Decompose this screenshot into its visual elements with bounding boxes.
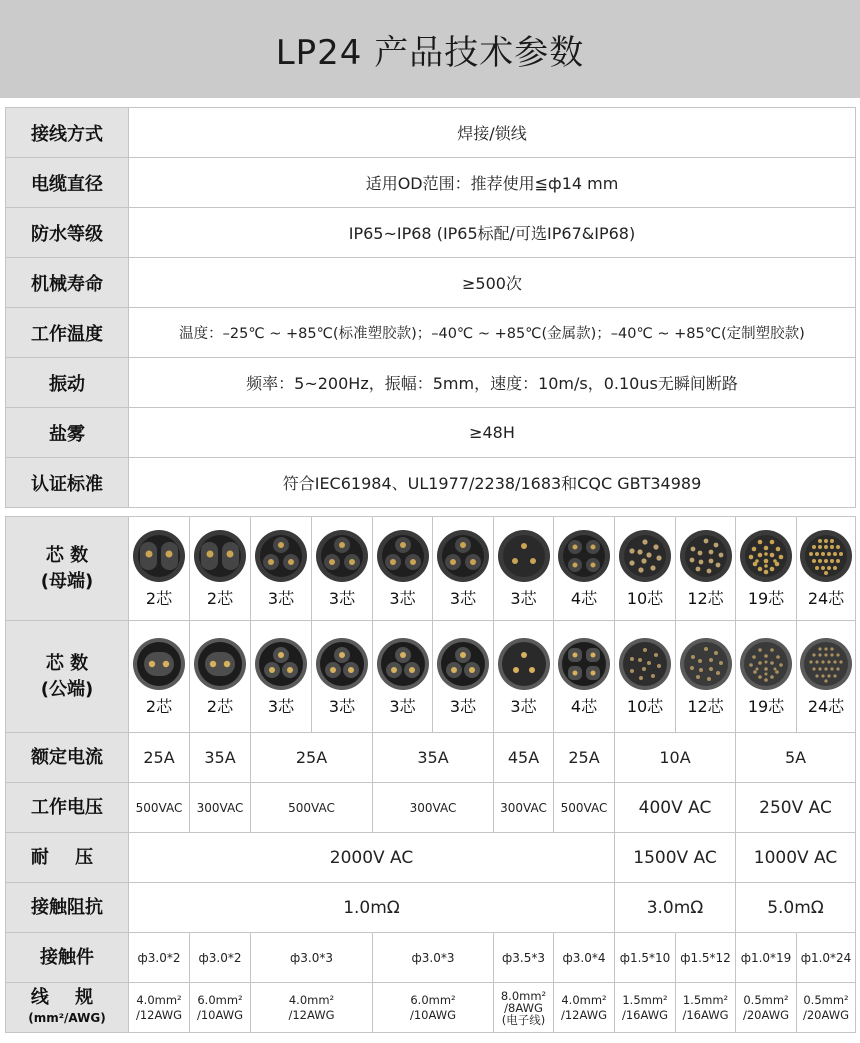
male-cell [129, 621, 190, 733]
working-voltage-value: 500VAC [129, 783, 190, 833]
wire-awg: /8AWG [504, 1000, 543, 1015]
core-count: 3芯 [389, 697, 416, 716]
contacts-value: ф3.0*3 [373, 933, 494, 983]
female-header [6, 517, 129, 621]
wire-row [6, 983, 856, 1033]
male-cell [554, 621, 615, 733]
wire-mm: 8.0mm² [500, 988, 547, 1003]
wire-header [6, 983, 129, 1033]
wire-awg: /10AWG [409, 1007, 457, 1022]
connector-male-24pin-icon [798, 636, 854, 692]
contacts-value: ф1.5*12 [676, 933, 736, 983]
female-cell [190, 517, 251, 621]
male-cell [797, 621, 856, 733]
female-cell [312, 517, 373, 621]
connector-male-12pin-icon [678, 636, 734, 692]
connector-female-3pin-icon [496, 528, 552, 584]
connector-female-10pin-icon [617, 528, 673, 584]
withstand-row [6, 833, 856, 883]
wire-value [129, 983, 190, 1033]
withstand-value: 2000V AC [129, 833, 615, 883]
rated-current-value: 35A [190, 733, 251, 783]
connector-female-3pin-icon [253, 528, 309, 584]
contacts-value: ф1.0*19 [736, 933, 797, 983]
male-cell [251, 621, 312, 733]
wire-awg: /12AWG [135, 1007, 183, 1022]
connector-female-19pin-icon [738, 528, 794, 584]
core-count: 2芯 [145, 589, 173, 608]
wire-mm: 4.0mm² [136, 992, 182, 1007]
spec-label: 盐雾 [6, 408, 129, 458]
spec-label: 机械寿命 [6, 258, 129, 308]
working-voltage-value: 250V AC [736, 783, 856, 833]
core-count: 12芯 [687, 697, 724, 716]
wire-awg: /12AWG [560, 1007, 608, 1022]
contacts-value: ф3.0*3 [251, 933, 373, 983]
spec-label: 认证标准 [6, 458, 129, 508]
connector-male-3pin-icon [375, 636, 431, 692]
spec-value: 频率：5~200Hz，振幅：5mm，速度：10m/s，0.10us无瞬间断路 [129, 358, 856, 408]
female-cell [373, 517, 433, 621]
wire-note: (电子线) [501, 1012, 546, 1027]
core-count: 19芯 [747, 589, 785, 608]
female-row [6, 517, 856, 621]
core-count: 4芯 [570, 697, 598, 716]
working-voltage-row [6, 783, 856, 833]
rated-current-value: 35A [373, 733, 494, 783]
spec-row [6, 408, 856, 458]
connector-female-2pin-icon [131, 528, 187, 584]
core-count: 2芯 [206, 697, 234, 716]
wire-value [554, 983, 615, 1033]
rated-current-value: 10A [615, 733, 736, 783]
working-voltage-label: 工作电压 [6, 783, 129, 833]
male-cell [190, 621, 251, 733]
working-voltage-value: 300VAC [190, 783, 251, 833]
connector-male-2pin-icon [131, 636, 187, 692]
core-count: 3芯 [510, 697, 537, 716]
wire-value [373, 983, 494, 1033]
male-sublabel: (公端) [40, 678, 94, 700]
resistance-value: 3.0mΩ [615, 883, 736, 933]
male-cell [676, 621, 736, 733]
connector-female-2pin-icon [192, 528, 248, 584]
female-cell [736, 517, 797, 621]
wire-value [736, 983, 797, 1033]
connector-male-3pin-icon [435, 636, 491, 692]
withstand-value: 1500V AC [615, 833, 736, 883]
wire-mm: 6.0mm² [197, 992, 243, 1007]
core-count: 2芯 [206, 589, 234, 608]
core-count: 3芯 [328, 589, 356, 608]
spec-row [6, 208, 856, 258]
core-count: 3芯 [267, 589, 295, 608]
withstand-label: 耐 压 [6, 833, 129, 883]
contacts-value: ф3.5*3 [494, 933, 554, 983]
rated-current-value: 25A [554, 733, 615, 783]
wire-value [494, 983, 554, 1033]
female-label: 芯 数 [45, 544, 89, 566]
male-cell [433, 621, 494, 733]
spec-value: 焊接/锁线 [129, 108, 856, 158]
core-count: 3芯 [510, 589, 537, 608]
resistance-label: 接触阻抗 [6, 883, 129, 933]
working-voltage-value: 300VAC [373, 783, 494, 833]
contacts-row [6, 933, 856, 983]
wire-mm: 4.0mm² [561, 992, 607, 1007]
spec-label: 防水等级 [6, 208, 129, 258]
female-cell [251, 517, 312, 621]
male-cell [615, 621, 676, 733]
wire-awg: /12AWG [288, 1007, 335, 1022]
connector-male-3pin-icon [314, 636, 370, 692]
contacts-value: ф1.0*24 [797, 933, 856, 983]
wire-mm: 0.5mm² [803, 992, 849, 1007]
core-count: 3芯 [267, 697, 295, 716]
rated-current-label: 额定电流 [6, 733, 129, 783]
male-cell [373, 621, 433, 733]
female-sublabel: (母端) [40, 570, 94, 592]
core-count: 4芯 [570, 589, 598, 608]
spec-value: 温度：–25℃ ~ +85℃(标准塑胶款)；–40℃ ~ +85℃(金属款)；–40℃ ~ +85℃(定制塑胶款) [129, 308, 856, 358]
connector-female-3pin-icon [435, 528, 491, 584]
spec-value: ≥500次 [129, 258, 856, 308]
female-cell [433, 517, 494, 621]
connector-male-10pin-icon [617, 636, 673, 692]
connector-male-3pin-icon [496, 636, 552, 692]
female-cell [676, 517, 736, 621]
working-voltage-value: 500VAC [554, 783, 615, 833]
wire-mm: 4.0mm² [288, 992, 335, 1007]
male-row [6, 621, 856, 733]
contacts-value: ф3.0*2 [190, 933, 251, 983]
male-cell [736, 621, 797, 733]
resistance-value: 1.0mΩ [129, 883, 615, 933]
core-count: 24芯 [807, 697, 845, 716]
male-cell [494, 621, 554, 733]
spec-value: IP65~IP68 (IP65标配/可选IP67&IP68) [129, 208, 856, 258]
spec-label: 工作温度 [6, 308, 129, 358]
rated-current-row [6, 733, 856, 783]
resistance-value: 5.0mΩ [736, 883, 856, 933]
spec-row [6, 458, 856, 508]
connector-male-3pin-icon [253, 636, 309, 692]
rated-current-value: 5A [736, 733, 856, 783]
wire-value [676, 983, 736, 1033]
wire-value [797, 983, 856, 1033]
working-voltage-value: 300VAC [494, 783, 554, 833]
core-count: 3芯 [328, 697, 356, 716]
female-cell [494, 517, 554, 621]
connector-male-2pin-icon [192, 636, 248, 692]
spec-table [5, 107, 856, 508]
wire-value [615, 983, 676, 1033]
connector-male-19pin-icon [738, 636, 794, 692]
working-voltage-value: 500VAC [251, 783, 373, 833]
spec-row [6, 358, 856, 408]
connector-female-4pin-icon [556, 528, 612, 584]
spec-label: 振动 [6, 358, 129, 408]
spec-label: 电缆直径 [6, 158, 129, 208]
wire-awg: /10AWG [196, 1007, 244, 1022]
spec-row [6, 108, 856, 158]
contacts-label: 接触件 [6, 933, 129, 983]
spec-value: ≥48H [129, 408, 856, 458]
wire-value [251, 983, 373, 1033]
wire-awg: /16AWG [621, 1007, 669, 1022]
wire-awg: /20AWG [802, 1007, 850, 1022]
female-cell [129, 517, 190, 621]
female-cell [554, 517, 615, 621]
resistance-row [6, 883, 856, 933]
page-title: LP24 产品技术参数 [0, 0, 860, 98]
spec-value: 适用OD范围：推荐使用≦ф14 mm [129, 158, 856, 208]
spec-value: 符合IEC61984、UL1977/2238/1683和CQC GBT34989 [129, 458, 856, 508]
withstand-value: 1000V AC [736, 833, 856, 883]
spec-row [6, 308, 856, 358]
rated-current-value: 45A [494, 733, 554, 783]
wire-mm: 1.5mm² [622, 992, 668, 1007]
wire-sublabel: (mm²/AWG) [28, 1010, 106, 1025]
male-header [6, 621, 129, 733]
wire-mm: 0.5mm² [743, 992, 789, 1007]
wire-mm: 6.0mm² [410, 992, 456, 1007]
wire-label: 线 规 [30, 986, 104, 1008]
core-count: 2芯 [145, 697, 173, 716]
spec-row [6, 158, 856, 208]
core-count: 10芯 [626, 697, 664, 716]
spec-row [6, 258, 856, 308]
working-voltage-value: 400V AC [615, 783, 736, 833]
connector-female-3pin-icon [375, 528, 431, 584]
core-count: 24芯 [807, 589, 845, 608]
wire-value [190, 983, 251, 1033]
model-table [5, 516, 856, 1033]
core-count: 10芯 [626, 589, 664, 608]
connector-female-3pin-icon [314, 528, 370, 584]
female-cell [615, 517, 676, 621]
core-count: 12芯 [687, 589, 724, 608]
rated-current-value: 25A [251, 733, 373, 783]
core-count: 19芯 [747, 697, 785, 716]
connector-male-4pin-icon [556, 636, 612, 692]
core-count: 3芯 [449, 589, 477, 608]
male-label: 芯 数 [45, 652, 89, 674]
connector-female-24pin-icon [798, 528, 854, 584]
female-cell [797, 517, 856, 621]
contacts-value: ф3.0*4 [554, 933, 615, 983]
wire-awg: /16AWG [682, 1007, 729, 1022]
contacts-value: ф3.0*2 [129, 933, 190, 983]
wire-awg: /20AWG [742, 1007, 790, 1022]
wire-mm: 1.5mm² [682, 992, 729, 1007]
spec-label: 接线方式 [6, 108, 129, 158]
core-count: 3芯 [389, 589, 416, 608]
contacts-value: ф1.5*10 [615, 933, 676, 983]
rated-current-value: 25A [129, 733, 190, 783]
male-cell [312, 621, 373, 733]
connector-female-12pin-icon [678, 528, 734, 584]
core-count: 3芯 [449, 697, 477, 716]
